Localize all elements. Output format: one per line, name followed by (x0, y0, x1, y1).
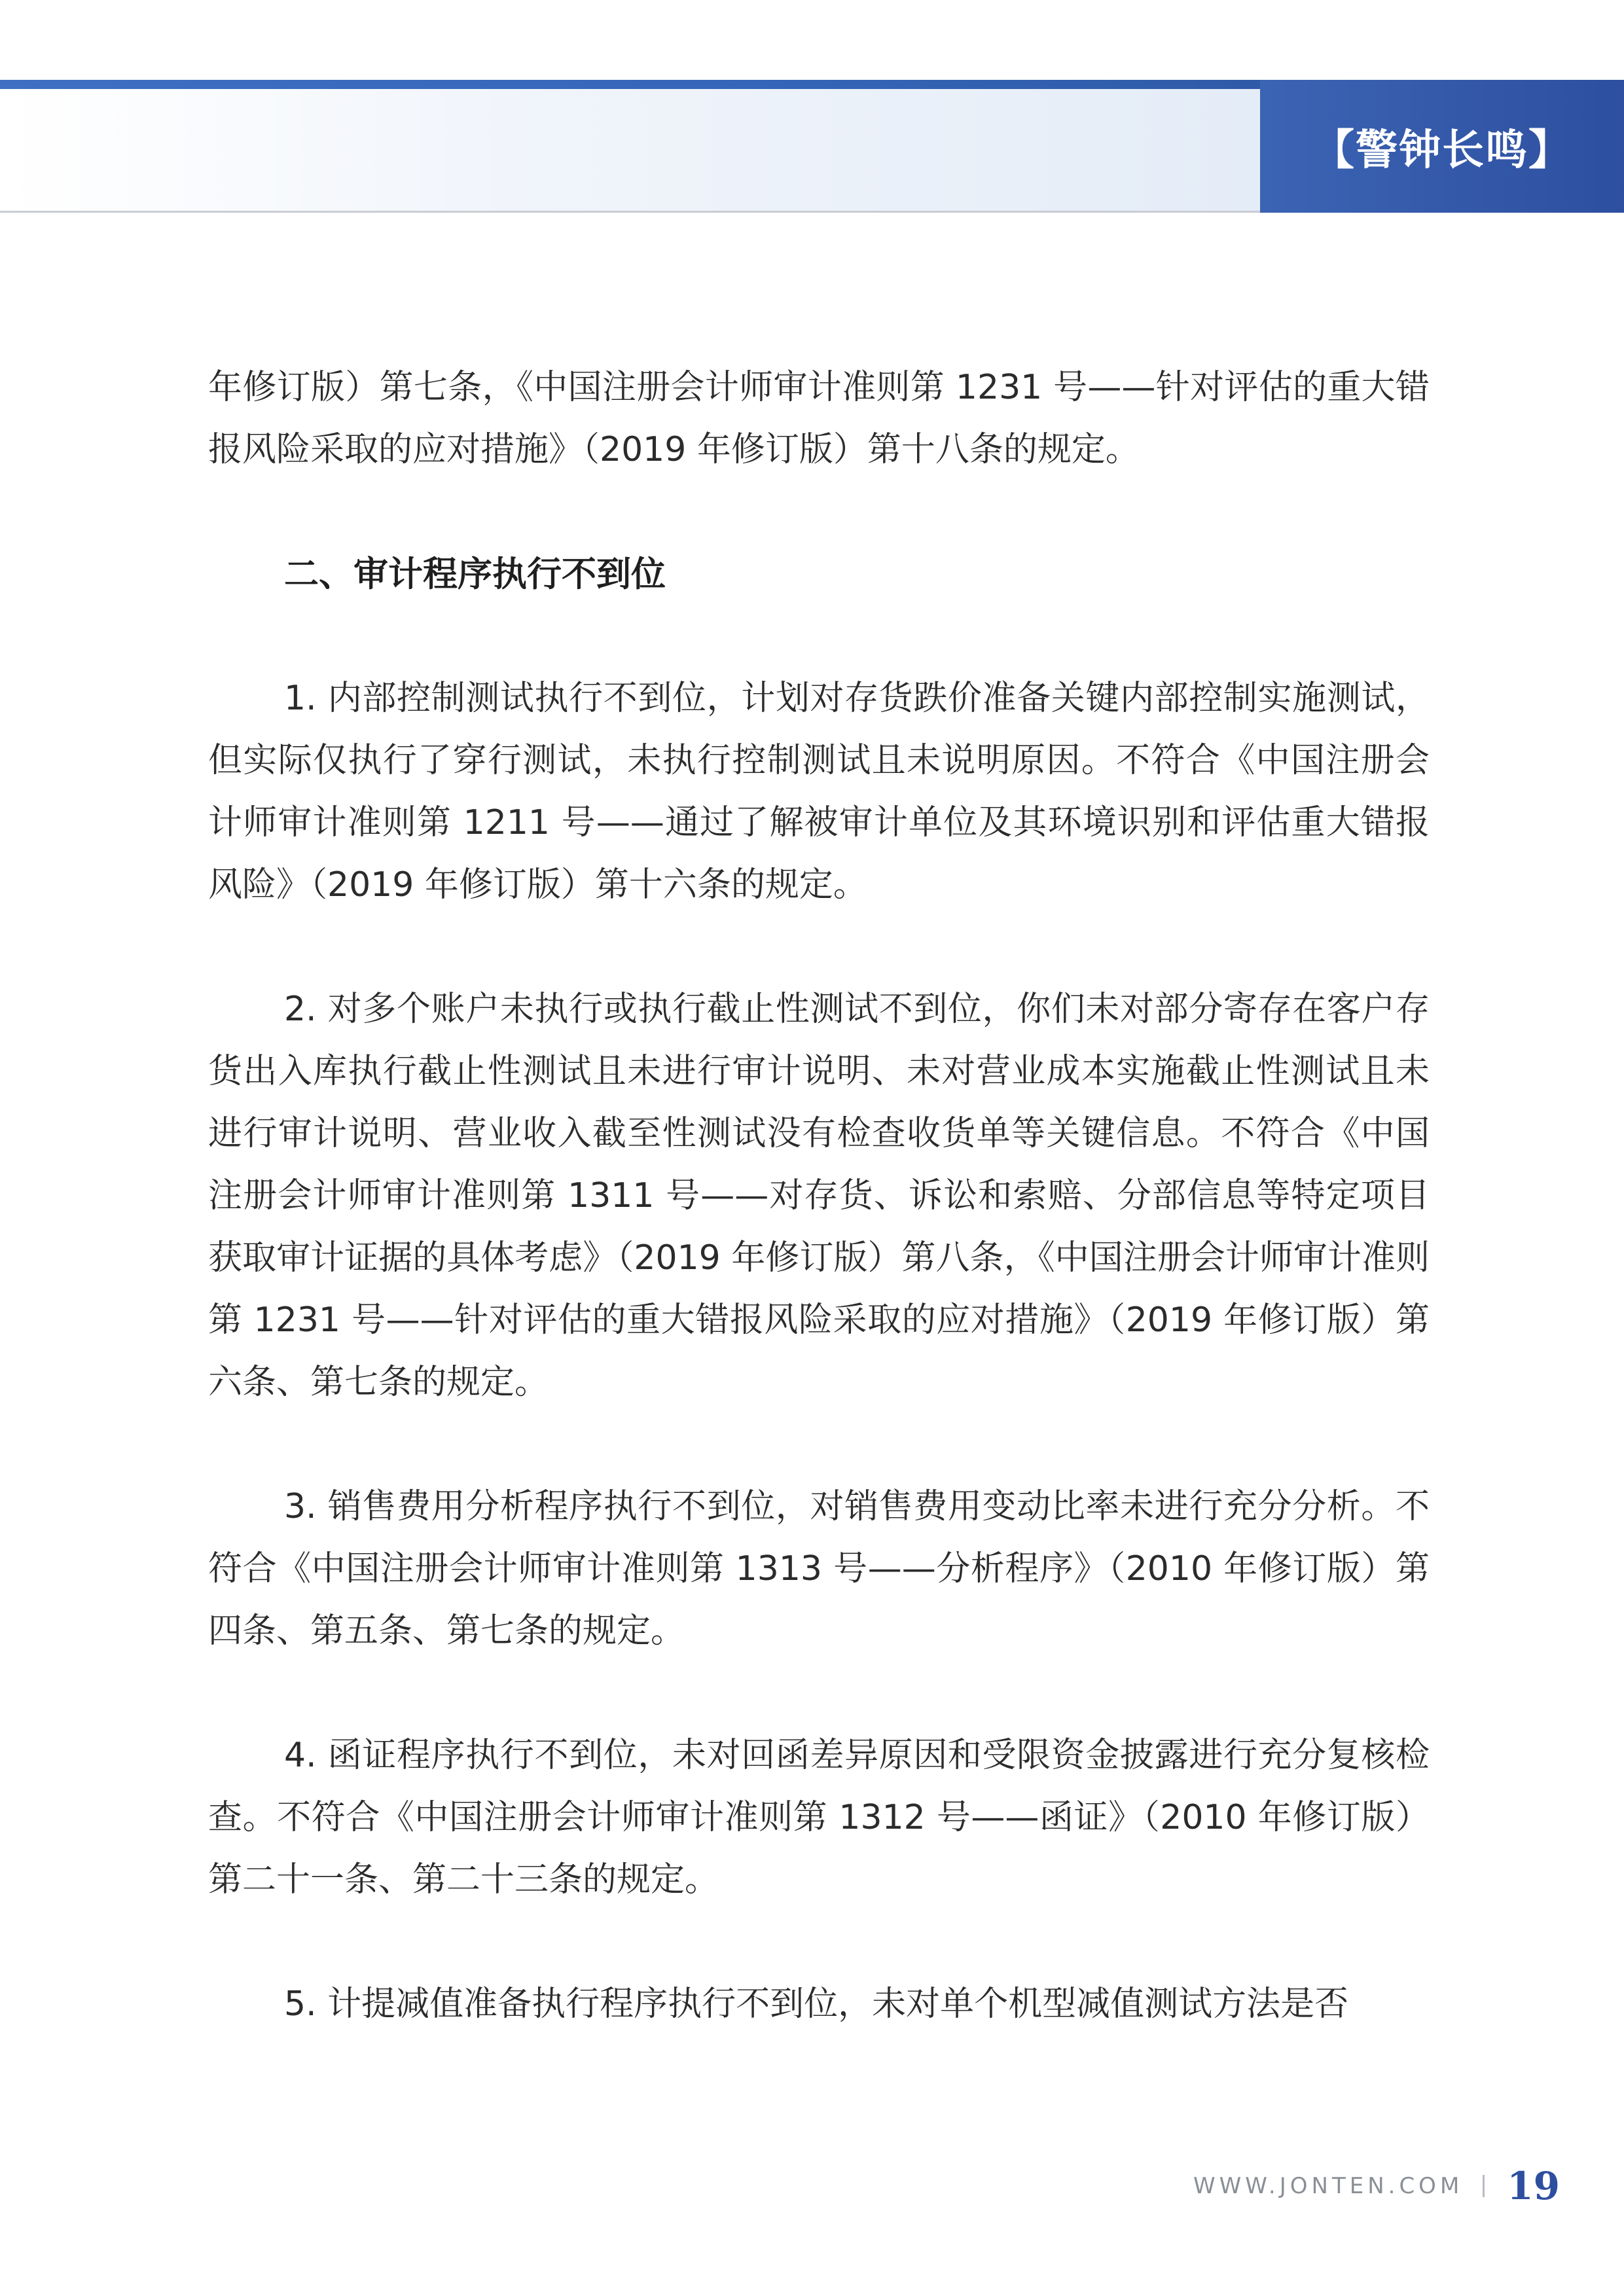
section-tag: 【警钟长鸣】 (1260, 80, 1624, 213)
paragraph-item-1: 1. 内部控制测试执行不到位，计划对存货跌价准备关键内部控制实施测试，但实际仅执行了穿行测试，未执行控制测试且未说明原因。不符合《中国注册会计师审计准则第 1211 号——通过了解被审计单位及其环境识别和评估重大错报风险》（2019 年修订版）第十六条的规定。 (208, 679, 1430, 905)
paragraph-continued: 年修订版）第七条，《中国注册会计师审计准则第 1231 号——针对评估的重大错报风险采取的应对措施》（2019 年修订版）第十八条的规定。 (208, 368, 1430, 469)
footer-separator (1483, 2175, 1485, 2197)
page-number: 19 (1507, 2164, 1560, 2208)
section-heading: 二、审计程序执行不到位 (284, 554, 666, 594)
paragraph-item-3: 3. 销售费用分析程序执行不到位，对销售费用变动比率未进行充分分析。不符合《中国注册会计师审计准则第 1313 号——分析程序》（2010 年修订版）第四条、第五条、第七条的规定。 (208, 1487, 1430, 1651)
paragraph-item-2: 2. 对多个账户未执行或执行截止性测试不到位，你们未对部分寄存在客户存货出入库执行截止性测试且未进行审计说明、未对营业成本实施截止性测试且未进行审计说明、营业收入截至性测试没有检查收货单等关键信息。不符合《中国注册会计师审计准则第 1311 号——对存货、诉讼和索赔、分部信息等特定项目获取审计证据的具体考虑》（2019 年修订版）第八条，《中国注册会计师审计准则第 1231 号——针对评估的重大错报风险采取的应对措施》（2019 年修订版）第六条、第七条的规定。 (208, 990, 1430, 1402)
paragraph-item-4: 4. 函证程序执行不到位，未对回函差异原因和受限资金披露进行充分复核检查。不符合《中国注册会计师审计准则第 1312 号——函证》（2010 年修订版）第二十一条、第二十三条的规定。 (208, 1736, 1430, 1899)
page-footer (1193, 2160, 1560, 2212)
header-divider (0, 211, 1260, 213)
header-band (0, 89, 1260, 211)
website-link[interactable]: WWW.JONTEN.COM (1193, 2173, 1464, 2199)
paragraph-item-5: 5. 计提减值准备执行程序执行不到位，未对单个机型减值测试方法是否 (284, 1984, 1349, 2024)
header-accent-line (0, 80, 1260, 89)
article-body (208, 357, 1430, 2036)
